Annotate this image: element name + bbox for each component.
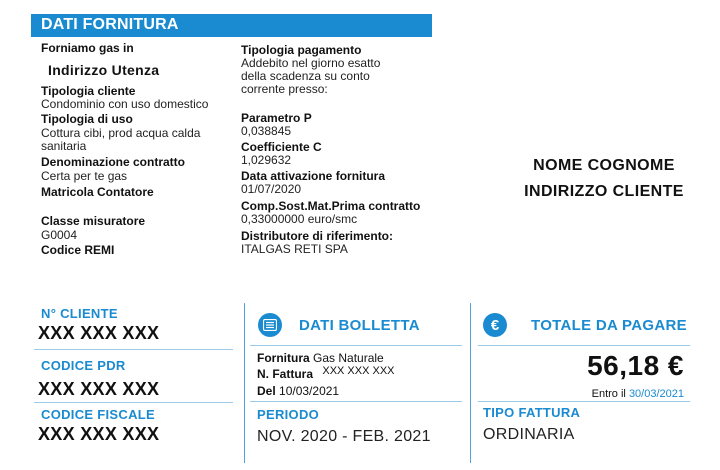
codice-fiscale-label: CODICE FISCALE <box>41 407 155 422</box>
document-lines-icon <box>258 313 282 337</box>
coefficiente-c-label: Coefficiente C <box>241 140 322 154</box>
tipologia-pagamento-line-1: Addebito nel giorno esatto <box>241 56 381 70</box>
tipologia-uso-label: Tipologia di uso <box>41 112 133 126</box>
dati-fornitura-title: DATI FORNITURA <box>41 16 179 33</box>
fornitura-value: Gas Naturale <box>313 351 384 365</box>
tipologia-pagamento-line-2: della scadenza su conto <box>241 69 370 83</box>
tipologia-uso-value-1: Cottura cibi, prod acqua calda <box>41 126 201 140</box>
tipo-fattura-label: TIPO FATTURA <box>483 405 581 420</box>
entro-label: Entro il <box>591 388 626 400</box>
divider-bolletta-top <box>250 345 462 346</box>
totale-title: TOTALE DA PAGARE <box>531 317 687 334</box>
tipologia-cliente-value: Condominio con uso domestico <box>41 97 209 111</box>
codice-pdr-label: CODICE PDR <box>41 358 126 373</box>
comp-sost-value: 0,33000000 euro/smc <box>241 212 358 226</box>
denominazione-contratto-value: Certa per te gas <box>41 169 128 183</box>
indirizzo-utenza: Indirizzo Utenza <box>48 62 160 78</box>
cliente-nome: NOME COGNOME <box>533 157 675 174</box>
divider-totale-top <box>478 345 690 346</box>
dati-bolletta-title: DATI BOLLETTA <box>299 317 420 334</box>
divider-vertical-2 <box>470 303 471 463</box>
tipologia-pagamento-line-3: corrente presso: <box>241 82 328 96</box>
n-cliente-label: N° CLIENTE <box>41 306 118 321</box>
divider-vertical-1 <box>244 303 245 463</box>
codice-remi-label: Codice REMI <box>41 243 115 257</box>
entro-date: 30/03/2021 <box>628 388 684 400</box>
comp-sost-label: Comp.Sost.Mat.Prima contratto <box>241 199 421 213</box>
divider-bolletta-bottom <box>250 401 462 402</box>
coefficiente-c-value: 1,029632 <box>241 153 292 167</box>
matricola-contatore-label: Matricola Contatore <box>41 185 154 199</box>
del-label: Del <box>257 384 276 398</box>
codice-fiscale-value: XXX XXX XXX <box>38 424 160 444</box>
parametro-p-label: Parametro P <box>241 111 312 125</box>
fornitura-row <box>257 351 384 365</box>
cliente-indirizzo: INDIRIZZO CLIENTE <box>524 183 684 200</box>
del-row <box>257 384 339 398</box>
tipo-fattura-value: ORDINARIA <box>483 426 575 443</box>
n-cliente-value: XXX XXX XXX <box>38 323 160 343</box>
divider-totale-bottom <box>478 401 690 402</box>
distributore-label: Distributore di riferimento: <box>241 229 394 243</box>
periodo-label: PERIODO <box>257 407 320 422</box>
divider-pdr <box>34 402 233 403</box>
codice-pdr-value: XXX XXX XXX <box>38 379 160 399</box>
distributore-value: ITALGAS RETI SPA <box>241 242 348 256</box>
totale-amount: 56,18 € <box>587 350 684 381</box>
fattura-value: XXX XXX XXX <box>322 365 395 377</box>
data-attivazione-value: 01/07/2020 <box>241 182 302 196</box>
tipologia-pagamento-label: Tipologia pagamento <box>241 43 362 57</box>
fattura-label: N. Fattura <box>257 367 314 381</box>
data-attivazione-label: Data attivazione fornitura <box>241 169 386 183</box>
del-value: 10/03/2021 <box>279 384 340 398</box>
dati-fornitura-header <box>31 14 432 37</box>
classe-misuratore-value: G0004 <box>41 228 78 242</box>
forniamo-gas-label: Forniamo gas in <box>41 41 134 55</box>
divider-cliente <box>34 349 233 350</box>
periodo-value: NOV. 2020 - FEB. 2021 <box>257 428 431 445</box>
entro-row <box>592 388 684 400</box>
classe-misuratore-label: Classe misuratore <box>41 214 146 228</box>
euro-icon: € <box>483 313 507 337</box>
fattura-row <box>257 367 395 381</box>
parametro-p-value: 0,038845 <box>241 124 292 138</box>
denominazione-contratto-label: Denominazione contratto <box>41 155 186 169</box>
tipologia-cliente-label: Tipologia cliente <box>41 84 136 98</box>
fornitura-label: Fornitura <box>257 351 310 365</box>
tipologia-uso-value-2: sanitaria <box>41 139 87 153</box>
